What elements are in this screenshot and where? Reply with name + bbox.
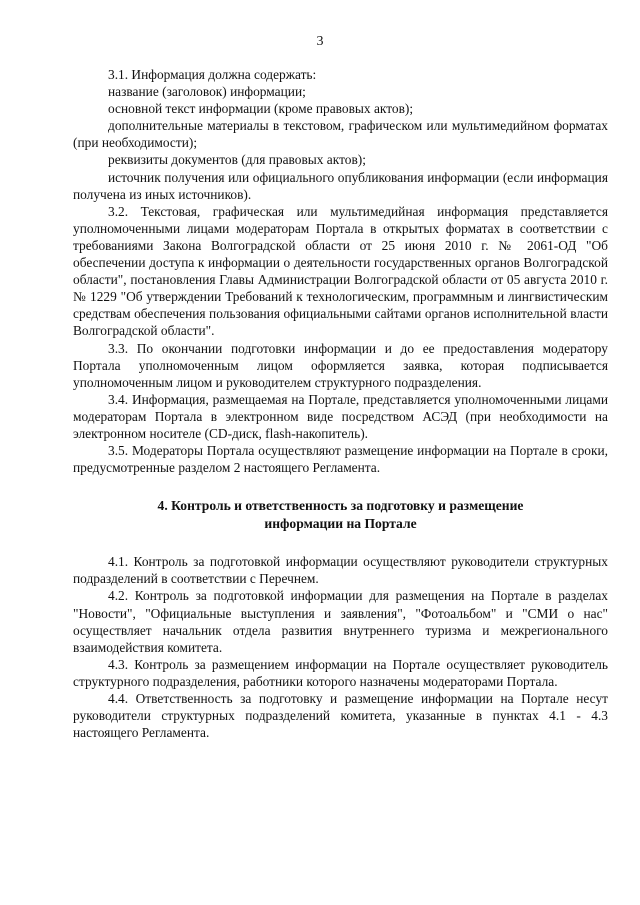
list-item-document-details: реквизиты документов (для правовых актов); <box>108 152 366 168</box>
paragraph-3-1: 3.1. Информация должна содержать: <box>108 67 317 82</box>
section-4-heading-line-1: 4. Контроль и ответственность за подготовку и размещение <box>157 498 524 514</box>
section-4-heading-line-2: информации на Портале <box>264 515 417 531</box>
paragraph-3-5: 3.5. Модераторы Портала осуществляют размещение информации на Портале в сроки, предусмотренные разделом 2 настоящего Регламента. <box>73 443 608 476</box>
page-number: 3 <box>316 34 324 49</box>
paragraph-3-3: 3.3. По окончании подготовки информации и до ее предоставления модератору Портала уполномоченным лицом оформляется заявка, которая подписывается уполномоченным лицом и руководителем структурного подразделения. <box>73 340 608 390</box>
paragraph-3-2: 3.2. Текстовая, графическая или мультимедийная информация представляется уполномоченными лицами модераторам Портала в открытых форматах в соответствии с требованиями Закона Волгоградской области от 25 июня 2010 г. № 2061-ОД "Об обеспечении доступа к информации о деятельности государственных органов Волгоградской области", постановления Главы Администрации Волгоградской области от 05 августа 2010 г. № 1229 "Об утверждении Требований к технологическим, программным и лингвистическим средствам обеспечения пользования официальными сайтами органов исполнительной власти Волгоградской области". <box>73 203 608 339</box>
paragraph-4-1: 4.1. Контроль за подготовкой информации осуществляют руководители структурных подразделений в соответствии с Перечнем. <box>73 554 608 587</box>
list-item-source: источник получения или официального опубликования информации (если информация получена из иных источников). <box>73 169 608 202</box>
document-body <box>73 66 608 741</box>
paragraph-4-2: 4.2. Контроль за подготовкой информации для размещения на Портале в разделах "Новости", "Официальные выступления и заявления", "Фотоальбом" и "СМИ о нас" осуществляет начальник отдела развития внутреннего туризма и межрегионального взаимодействия комитета. <box>73 588 608 655</box>
list-item-main-text: основной текст информации (кроме правовых актов); <box>108 101 414 117</box>
list-item-title: название (заголовок) информации; <box>108 84 306 100</box>
paragraph-4-4: 4.4. Ответственность за подготовку и размещение информации на Портале несут руководители структурных подразделений комитета, указанные в пунктах 4.1 - 4.3 настоящего Регламента. <box>73 691 608 741</box>
section-4-heading <box>73 497 608 532</box>
paragraph-3-4: 3.4. Информация, размещаемая на Портале, представляется уполномоченными лицами модераторам Портала в электронном виде посредством АСЭД (при необходимости на электронном носителе (CD-диск, flash-накопитель). <box>73 391 608 441</box>
list-item-additional-materials: дополнительные материалы в текстовом, графическом или мультимедийном форматах (при необходимости); <box>73 118 608 151</box>
paragraph-4-3: 4.3. Контроль за размещением информации на Портале осуществляет руководитель структурного подразделения, работники которого назначены модераторами Портала. <box>73 656 608 689</box>
